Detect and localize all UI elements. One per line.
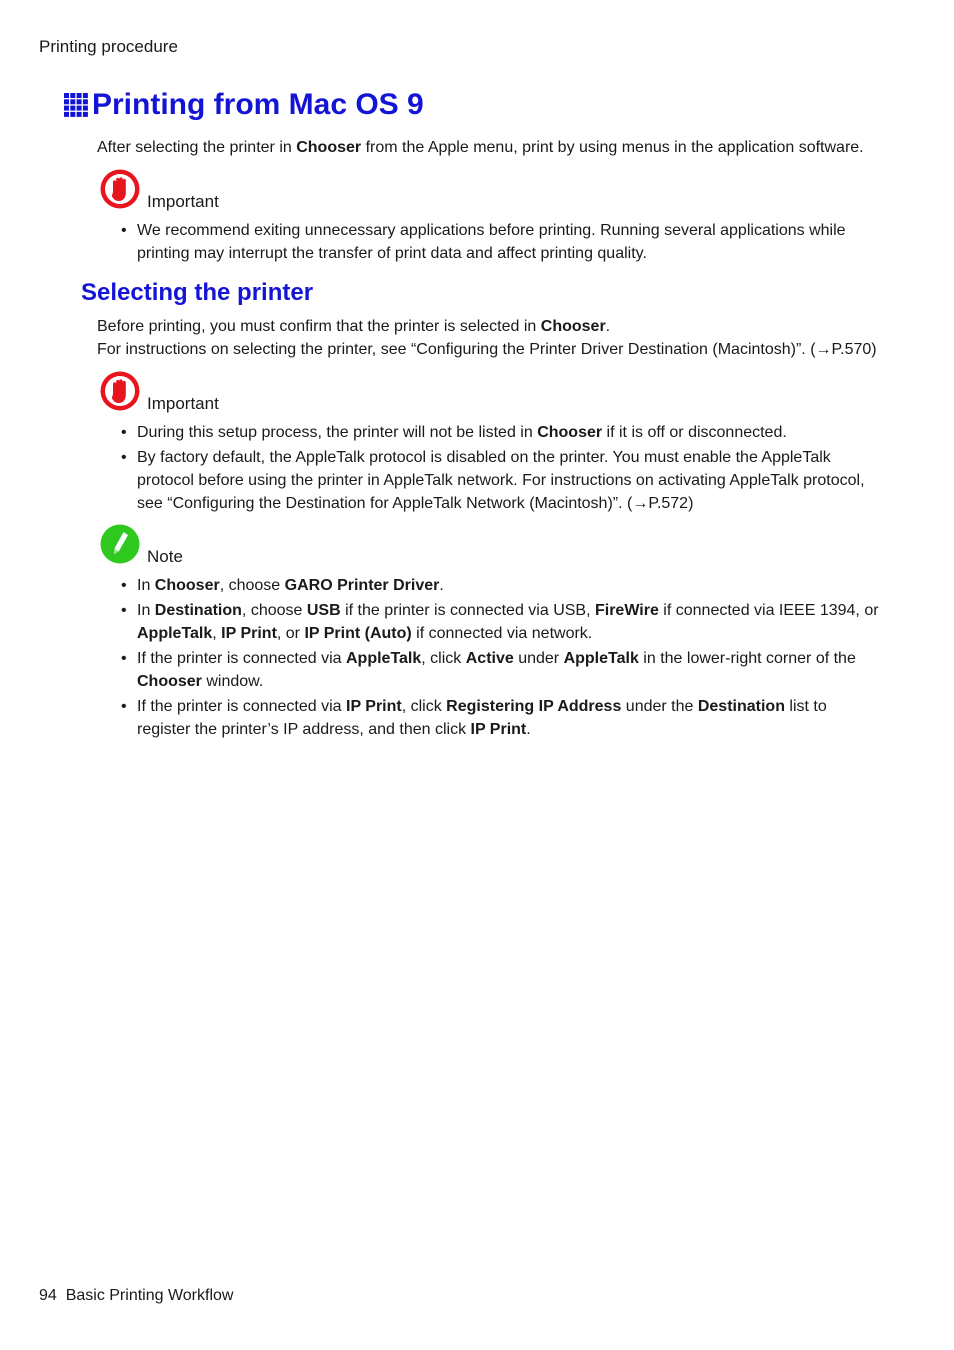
important-list [121, 421, 881, 517]
callout-label: Note [147, 547, 183, 566]
note-list [121, 574, 881, 743]
section-paragraph-link: For instructions on selecting the printer, see “Configuring the Printer Driver Destination (Macintosh)”. (→P.570) [97, 341, 877, 358]
list-item: • During this setup process, the printer will not be listed in Chooser if it is off or disconnected. [121, 421, 881, 444]
list-item: • In Chooser, choose GARO Printer Driver. [121, 574, 881, 597]
running-header: Printing procedure [39, 37, 178, 56]
important-list [121, 219, 881, 267]
callout-label: Important [147, 192, 219, 211]
list-item: • In Destination, choose USB if the printer is connected via USB, FireWire if connected via IEEE 1394, or AppleTalk, IP Print, or IP Print (Auto) if connected via network. [121, 599, 881, 645]
section-paragraph: Before printing, you must confirm that the printer is selected in Chooser. [97, 318, 611, 335]
list-item: • We recommend exiting unnecessary applications before printing. Running several applications while printing may interrupt the transfer of print data and affect printing quality. [121, 219, 881, 265]
note-callout [99, 523, 183, 565]
section-heading: Selecting the printer [81, 279, 314, 306]
stop-hand-icon [99, 168, 141, 210]
important-callout [99, 168, 219, 210]
grid-icon [64, 93, 88, 117]
callout-label: Important [147, 394, 219, 413]
page-number: 94 [39, 1287, 57, 1304]
stop-hand-icon [99, 370, 141, 412]
list-item: • By factory default, the AppleTalk protocol is disabled on the printer. You must enable the AppleTalk protocol before using the printer in AppleTalk network. For instructions on activating AppleTalk protocol, see “Configuring the Destination for AppleTalk Network (Macintosh)”. (→P.572) [121, 446, 881, 515]
intro-paragraph: After selecting the printer in Chooser from the Apple menu, print by using menus in the application software. [97, 139, 864, 156]
important-callout [99, 370, 219, 412]
list-item: • If the printer is connected via IP Print, click Registering IP Address under the Destination list to register the printer’s IP address, and then click IP Print. [121, 695, 881, 741]
page-footer [39, 1287, 233, 1305]
page-title-text: Printing from Mac OS 9 [92, 88, 424, 121]
footer-section: Basic Printing Workflow [65, 1287, 234, 1304]
list-item: • If the printer is connected via AppleTalk, click Active under AppleTalk in the lower-right corner of the Chooser window. [121, 647, 881, 693]
page-title [64, 88, 424, 122]
pencil-icon [99, 523, 141, 565]
